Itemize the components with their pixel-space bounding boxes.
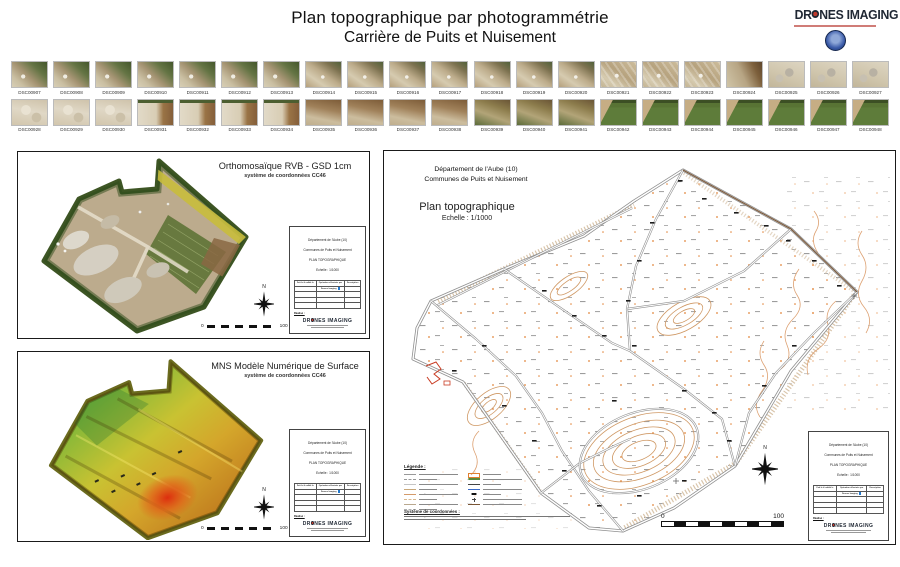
thumbnail-image <box>684 61 721 88</box>
thumbnail <box>474 99 511 133</box>
thumbnail-image <box>726 99 763 126</box>
north-compass-icon: N <box>254 493 274 521</box>
thumbnail-image <box>95 99 132 126</box>
plan-title: Plan topographique <box>419 201 515 213</box>
thumbnail <box>558 61 595 95</box>
plan-scale-label: Echelle : 1/1000 <box>441 215 493 222</box>
thumbnail-image <box>474 61 511 88</box>
thumbnail-image <box>305 61 342 88</box>
north-compass-icon: N <box>752 451 778 487</box>
thumbnail-label: DSC00938 <box>438 127 462 132</box>
thumbnail <box>137 61 174 95</box>
thumbnail-label: DSC00944 <box>691 127 714 132</box>
thumbnail-label: DSC00926 <box>817 89 840 95</box>
thumbnail <box>810 61 847 95</box>
thumbnail <box>389 99 426 133</box>
thumbnail-label: DSC00917 <box>438 89 462 95</box>
thumbnail-image <box>684 99 721 126</box>
thumbnail <box>431 99 468 133</box>
logo-mark-icon <box>859 492 862 495</box>
thumbnail-image <box>53 61 90 88</box>
thumbnail <box>642 61 679 95</box>
title-block-cartouche: Département de l'Aube (10) Communes de Puits et Nuisement PLAN TOPOGRAPHIQUE Echelle : 1/1000 Fait le & validé le Opération effectuée par Description Drones Imaging Réalisé : DR NES IMAGING <box>289 429 366 537</box>
thumbnail <box>305 61 342 95</box>
thumbnail <box>642 99 679 133</box>
ortho-subtitle: système de coordonnées CC46 <box>244 173 326 179</box>
logo-mark-icon <box>338 287 341 290</box>
thumbnail <box>558 99 595 133</box>
ortho-title: Orthomosaïque RVB - GSD 1cm <box>218 161 352 171</box>
thumbnail-label: DSC00907 <box>18 89 41 95</box>
thumbnail <box>684 99 721 133</box>
logo-mark-icon <box>338 490 341 493</box>
thumbnail-label: DSC00918 <box>480 89 504 95</box>
thumbnail-label: DSC00931 <box>144 127 167 132</box>
thumbnail <box>263 99 300 133</box>
thumbnail-image <box>431 99 468 126</box>
thumbnail <box>95 99 132 133</box>
thumbnail-image <box>726 61 763 88</box>
north-compass-icon: N <box>254 290 274 318</box>
coordinate-system-note: Système de coordonnées : <box>404 509 584 522</box>
scale-bar: 0 100 <box>201 324 288 329</box>
thumbnail <box>768 99 805 133</box>
cartouche-address <box>294 324 361 329</box>
cartouche-brand: DR NES IMAGING <box>302 317 353 324</box>
thumbnail-label: DSC00913 <box>270 89 294 95</box>
thumbnail-label: DSC00916 <box>396 89 420 95</box>
thumbnail <box>768 61 805 95</box>
thumbnail-label: DSC00910 <box>144 89 167 95</box>
thumbnail-image <box>305 99 342 126</box>
revision-table: Fait le & validé le Opération effectuée par Description Drones Imaging <box>813 485 884 514</box>
thumbnail <box>347 99 384 133</box>
cartouche-address <box>813 529 884 534</box>
thumbnail-label: DSC00909 <box>102 89 125 95</box>
thumbnail-image <box>263 61 300 88</box>
thumbnail-label: DSC00920 <box>564 89 588 95</box>
thumbnail-image <box>347 99 384 126</box>
thumbnail-image <box>263 99 300 126</box>
thumbnail-label: DSC00948 <box>859 127 882 132</box>
thumbnail-label: DSC00933 <box>228 127 251 132</box>
orthomosaic-panel <box>17 151 370 339</box>
thumbnail-row-1 <box>11 61 889 95</box>
thumbnail-image <box>11 99 48 126</box>
thumbnail-label: DSC00934 <box>270 127 294 132</box>
thumbnail <box>431 61 468 95</box>
cartouche-brand: DR NES IMAGING <box>823 522 874 529</box>
thumbnail-image <box>642 99 679 126</box>
thumbnail <box>810 99 847 133</box>
thumbnail-label: DSC00922 <box>648 89 672 95</box>
thumbnail-label: DSC00940 <box>522 127 546 132</box>
thumbnail-label: DSC00946 <box>775 127 798 132</box>
thumbnail <box>179 99 216 133</box>
thumbnail-image <box>558 61 595 88</box>
scale-bar: 0 100 <box>661 513 784 527</box>
thumbnail-row-2 <box>11 99 889 133</box>
thumbnail <box>137 99 174 133</box>
thumbnail-label: DSC00941 <box>564 127 588 132</box>
thumbnail-label: DSC00936 <box>354 127 378 132</box>
thumbnail-label: DSC00932 <box>186 127 209 132</box>
thumbnail-label: DSC00908 <box>60 89 83 95</box>
thumbnail-image <box>810 99 847 126</box>
thumbnail <box>726 99 763 133</box>
title-block-cartouche: Département de l'Aube (10) Communes de Puits et Nuisement PLAN TOPOGRAPHIQUE Echelle : 1/1000 Fait le & validé le Opération effectuée par Description Drones Imaging Réalisé : DR NES IMAGING <box>808 431 889 541</box>
thumbnail-image <box>810 61 847 88</box>
thumbnail <box>11 61 48 95</box>
thumbnail <box>221 61 258 95</box>
drones-imaging-logo <box>788 6 899 51</box>
thumbnail <box>53 61 90 95</box>
thumbnail <box>95 61 132 95</box>
thumbnail-image <box>852 99 889 126</box>
thumbnail <box>516 99 553 133</box>
thumbnail-image <box>389 61 426 88</box>
thumbnail-label: DSC00915 <box>354 89 378 95</box>
thumbnail <box>389 61 426 95</box>
thumbnail-label: DSC00924 <box>733 89 756 95</box>
thumbnail-label: DSC00930 <box>102 127 125 132</box>
thumbnail-image <box>600 61 637 88</box>
thumbnail-label: DSC00942 <box>606 127 630 132</box>
thumbnail-image <box>431 61 468 88</box>
thumbnail <box>684 61 721 95</box>
thumbnail-label: DSC00927 <box>859 89 882 95</box>
thumbnail-image <box>600 99 637 126</box>
dsm-panel <box>17 351 370 542</box>
cartouche-address <box>294 527 361 532</box>
thumbnail-label: DSC00914 <box>312 89 336 95</box>
thumbnail-image <box>768 61 805 88</box>
thumbnail-image <box>389 99 426 126</box>
revision-table: Fait le & validé le Opération effectuée par Description Drones Imaging <box>294 483 361 512</box>
thumbnail-image <box>53 99 90 126</box>
thumbnail-image <box>516 99 553 126</box>
thumbnail-label: DSC00945 <box>733 127 756 132</box>
logo-wordmark: DR NES IMAGING <box>794 7 899 22</box>
thumbnail-label: DSC00928 <box>18 127 41 132</box>
page-subtitle: Carrière de Puits et Nuisement <box>344 29 556 46</box>
thumbnail <box>726 61 763 95</box>
thumbnail-image <box>768 99 805 126</box>
legend: Légende : <box>404 464 522 512</box>
thumbnail-image <box>474 99 511 126</box>
logo-tagline <box>794 25 876 27</box>
thumbnail-label: DSC00939 <box>480 127 504 132</box>
cartouche-brand: DR NES IMAGING <box>302 520 353 527</box>
photo-thumbnail-strip <box>11 61 889 132</box>
dsm-title: MNS Modèle Numérique de Surface <box>211 361 359 371</box>
thumbnail-image <box>179 99 216 126</box>
thumbnail-image <box>179 61 216 88</box>
thumbnail-label: DSC00912 <box>228 89 251 95</box>
topographic-plan-panel <box>383 150 896 545</box>
thumbnail-image <box>137 61 174 88</box>
thumbnail-label: DSC00943 <box>648 127 672 132</box>
thumbnail-image <box>347 61 384 88</box>
thumbnail-label: DSC00929 <box>60 127 83 132</box>
thumbnail-image <box>516 61 553 88</box>
page-title: Plan topographique par photogrammétrie <box>291 8 609 27</box>
thumbnail-label: DSC00937 <box>396 127 420 132</box>
thumbnail-image <box>95 61 132 88</box>
legend-column-lines <box>404 472 458 512</box>
thumbnail <box>263 61 300 95</box>
thumbnail-label: DSC00925 <box>775 89 798 95</box>
thumbnail <box>516 61 553 95</box>
thumbnail-label: DSC00923 <box>691 89 714 95</box>
thumbnail-image <box>558 99 595 126</box>
revision-table: Fait le & validé le Opération effectuée par Description Drones Imaging <box>294 280 361 309</box>
title-block-cartouche: Département de l'Aube (10) Communes de Puits et Nuisement PLAN TOPOGRAPHIQUE Echelle : 1/1000 Fait le & validé le Opération effectuée par Description Drones Imaging Réalisé : DR NES IMAGING <box>289 226 366 334</box>
thumbnail-label: DSC00921 <box>606 89 630 95</box>
thumbnail-label: DSC00911 <box>186 89 209 95</box>
thumbnail-image <box>221 61 258 88</box>
thumbnail-image <box>11 61 48 88</box>
thumbnail <box>474 61 511 95</box>
certification-badge-icon <box>825 30 846 51</box>
thumbnail-image <box>137 99 174 126</box>
thumbnail-image <box>221 99 258 126</box>
thumbnail <box>600 61 637 95</box>
thumbnail-label: DSC00919 <box>522 89 546 95</box>
legend-column-symbols <box>468 472 522 512</box>
thumbnail <box>221 99 258 133</box>
thumbnail <box>852 99 889 133</box>
thumbnail <box>179 61 216 95</box>
thumbnail-image <box>642 61 679 88</box>
thumbnail <box>53 99 90 133</box>
thumbnail-image <box>852 61 889 88</box>
thumbnail-label: DSC00935 <box>312 127 336 132</box>
thumbnail <box>852 61 889 95</box>
thumbnail <box>11 99 48 133</box>
thumbnail <box>600 99 637 133</box>
dsm-subtitle: système de coordonnées CC46 <box>244 373 326 379</box>
plan-department-lines: Département de l'Aube (10) Communes de Puits et Nuisement <box>424 166 528 184</box>
thumbnail <box>305 99 342 133</box>
thumbnail-label: DSC00947 <box>817 127 840 132</box>
thumbnail <box>347 61 384 95</box>
scale-bar: 0 100 <box>201 526 288 531</box>
